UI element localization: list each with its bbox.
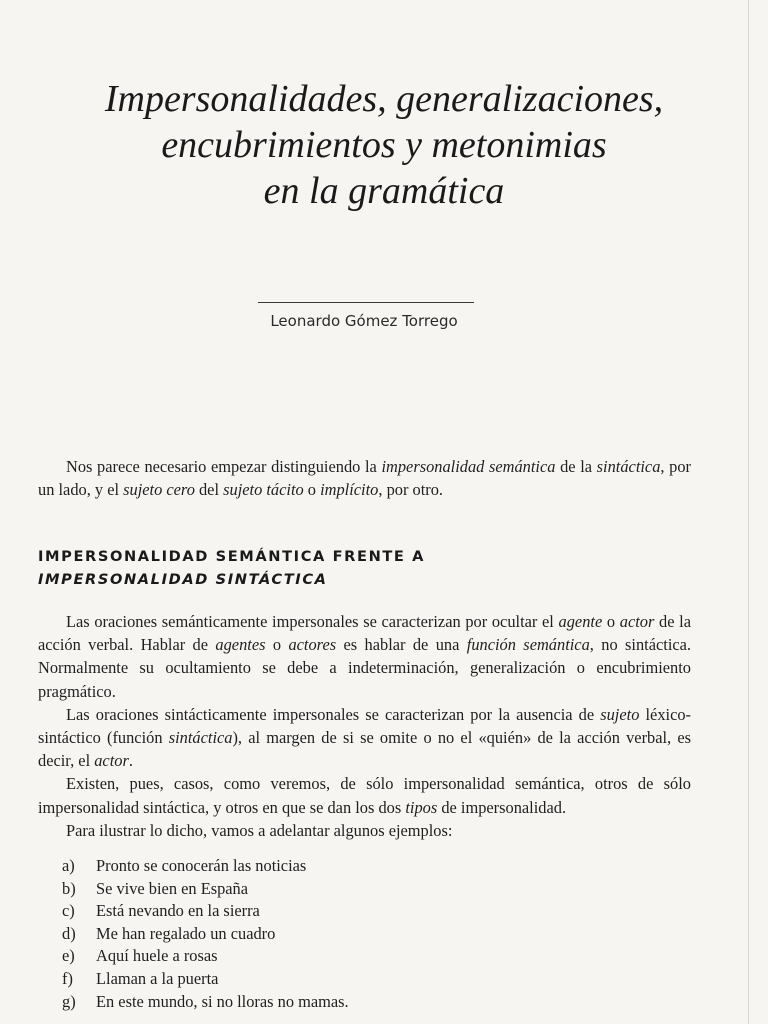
intro-text: , por un lado, y el <box>38 457 691 500</box>
list-item-text: Me han regalado un cuadro <box>96 923 276 943</box>
paragraph <box>38 772 691 818</box>
list-marker: e) <box>62 946 75 966</box>
list-marker: a) <box>62 856 75 875</box>
list-item <box>62 923 349 946</box>
author-rule <box>258 302 474 303</box>
title-line: Impersonalidades, generalizaciones, <box>104 78 664 120</box>
paragraph-text: o <box>602 612 620 631</box>
paragraph-italic: sujeto <box>600 704 640 724</box>
list-item <box>62 878 349 901</box>
paragraph-text: o <box>265 635 289 655</box>
list-item <box>62 855 349 878</box>
intro-paragraph <box>38 455 691 501</box>
paragraph-text: de impersonalidad. <box>437 797 567 817</box>
list-item-text: Se vive bien en España <box>96 878 249 898</box>
paragraph-text: Las oraciones sintácticamente impersonales se caracterizan por la ausencia de <box>66 704 601 724</box>
paragraph: Para ilustrar lo dicho, vamos a adelantar algunos ejemplos: <box>66 820 453 840</box>
list-marker: f) <box>62 968 73 988</box>
list-item <box>62 945 349 968</box>
intro-italic: sintáctica <box>596 457 661 476</box>
intro-text: del <box>194 480 224 500</box>
list-item-text: Llaman a la puerta <box>96 968 219 988</box>
list-item <box>62 900 349 923</box>
paragraph-italic: sintáctica <box>168 728 233 748</box>
paragraph <box>38 610 691 703</box>
list-marker: g) <box>62 991 76 1011</box>
list-item-text: En este mundo, si no lloras no mamas. <box>96 991 349 1011</box>
list-item <box>62 991 349 1014</box>
title-line: encubrimientos y metonimias <box>161 124 607 166</box>
paragraph-italic: tipos <box>405 797 438 817</box>
examples-list <box>62 855 349 1013</box>
intro-italic: impersonalidad semántica <box>381 457 556 476</box>
list-marker: c) <box>62 901 75 921</box>
intro-text: o <box>303 480 321 500</box>
paragraph-italic: actor <box>94 751 129 771</box>
list-item <box>62 968 349 991</box>
paragraph-text: Existen, pues, casos, como veremos, de sólo impersonalidad semántica, otros de sólo impersonalidad sintáctica, y otros en que se dan los dos <box>38 774 691 817</box>
list-item-text: Está nevando en la sierra <box>96 901 260 921</box>
section-body <box>38 610 691 842</box>
intro-italic: implícito <box>320 480 379 500</box>
paragraph <box>38 703 691 773</box>
intro-italic: sujeto tácito <box>223 480 304 500</box>
section-heading-line: IMPERSONALIDAD SINTÁCTICA <box>38 571 328 588</box>
paragraph-text: ), al margen de si se omite o no el «quién» de la acción verbal, es decir, el <box>38 728 692 771</box>
section-heading <box>38 545 698 591</box>
paragraph-italic: función semántica <box>466 635 590 655</box>
paragraph-italic: actores <box>288 635 337 655</box>
paragraph-text: léxico-sintáctico (función <box>38 704 691 748</box>
paragraph-italic: agentes <box>215 635 266 655</box>
paragraph-text: es hablar de una <box>336 635 467 655</box>
paragraph-text: , no sintáctica. Normalmente su ocultamiento se debe a indeterminación, generalización o encubrimiento pragmático. <box>38 635 692 701</box>
section-heading-line: IMPERSONALIDAD SEMÁNTICA FRENTE A <box>38 548 426 565</box>
list-marker: d) <box>62 923 76 943</box>
paragraph-italic: agente <box>558 612 603 631</box>
author-name: Leonardo Gómez Torrego <box>270 312 458 330</box>
paragraph-text: de la acción verbal. Hablar de <box>38 612 692 655</box>
list-item-text: Pronto se conocerán las noticias <box>96 856 307 875</box>
article-title <box>20 76 748 214</box>
intro-text: Nos parece necesario empezar distinguiendo la <box>66 457 382 476</box>
intro-italic: sujeto cero <box>123 480 195 500</box>
paragraph-italic: actor <box>619 612 655 631</box>
page-edge <box>748 0 749 1024</box>
intro-text: , por otro. <box>378 480 444 500</box>
list-marker: b) <box>62 878 76 898</box>
paragraph-text: Las oraciones semánticamente impersonales se caracterizan por ocultar el <box>66 612 559 631</box>
intro-text: de la <box>555 457 597 476</box>
list-item-text: Aquí huele a rosas <box>96 946 218 966</box>
title-line: en la gramática <box>263 170 505 212</box>
paragraph-text: . <box>128 751 133 771</box>
